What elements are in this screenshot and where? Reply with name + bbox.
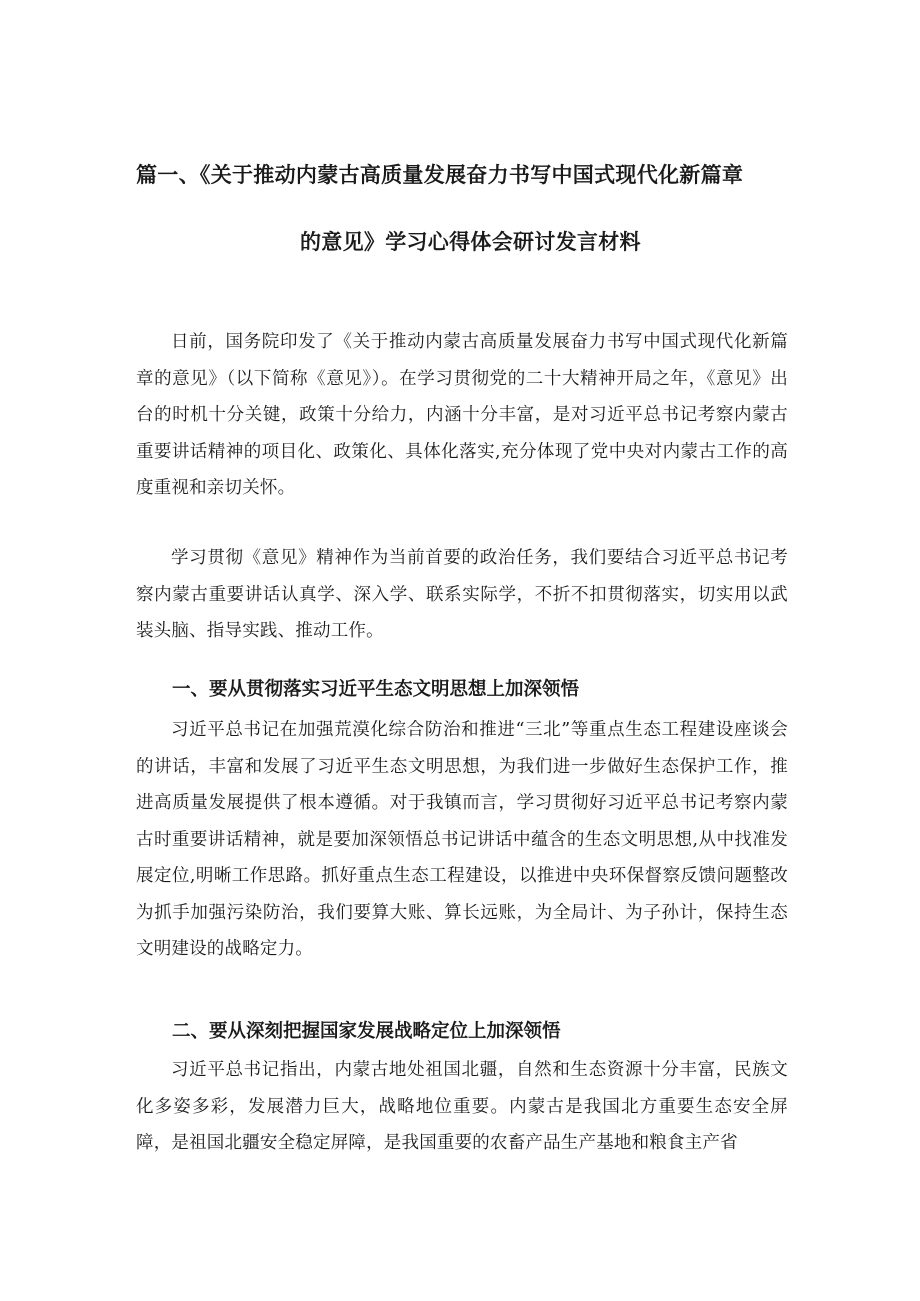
document-title-line-2: 的意见》学习心得体会研讨发言材料 [300,230,641,254]
paragraph-text: 习近平总书记在加强荒漠化综合防治和推进“三北”等重点生态工程建设座谈会的讲话，丰富和发展了习近平生态文明思想，为我们进一步做好生态保护工作，推进高质量发展提供了根本遵循。对于我镇而言，学习贯彻好习近平总书记考察内蒙古时重要讲话精神，就是要加深领悟总书记讲话中蕴含的生态文明思想,从中找准发展定位,明晰工作思路。抓好重点生态工程建设，以推进中央环保督察反馈问题整改为抓手加强污染防治，我们要算大账、算长远账，为全局计、为子孙计，保持生态文明建设的战略定力。 [136,720,788,959]
paragraph-text: 学习贯彻《意见》精神作为当前首要的政治任务，我们要结合习近平总书记考察内蒙古重要讲话认真学、深入学、联系实际学，不折不扣贯彻落实，切实用以武装头脑、指导实践、推动工作。 [136,548,788,641]
paragraph-text: 习近平总书记指出，内蒙古地处祖国北疆，自然和生态资源十分丰富，民族文化多姿多彩，发展潜力巨大，战略地位重要。内蒙古是我国北方重要生态安全屏障，是祖国北疆安全稳定屏障，是我国重要的农畜产品生产基地和粮食主产省 [136,1060,788,1153]
paragraph-intro [136,324,788,507]
section-heading-2: 二、要从深刻把握国家发展战略定位上加深领悟 [172,1021,561,1042]
paragraph-strategy [136,1052,788,1162]
document-title-line-1: 篇一、《关于推动内蒙古高质量发展奋力书写中国式现代化新篇章 [136,163,744,187]
paragraph-ecology [136,712,788,968]
paragraph-text: 日前，国务院印发了《关于推动内蒙古高质量发展奋力书写中国式现代化新篇章的意见》（以下简称《意见》）。在学习贯彻党的二十大精神开局之年，《意见》出台的时机十分关键，政策十分给力，内涵十分丰富，是对习近平总书记考察内蒙古重要讲话精神的项目化、政策化、具体化落实,充分体现了党中央对内蒙古工作的高度重视和亲切关怀。 [136,332,788,498]
section-heading-1: 一、要从贯彻落实习近平生态文明思想上加深领悟 [172,679,580,700]
paragraph-study [136,540,788,650]
